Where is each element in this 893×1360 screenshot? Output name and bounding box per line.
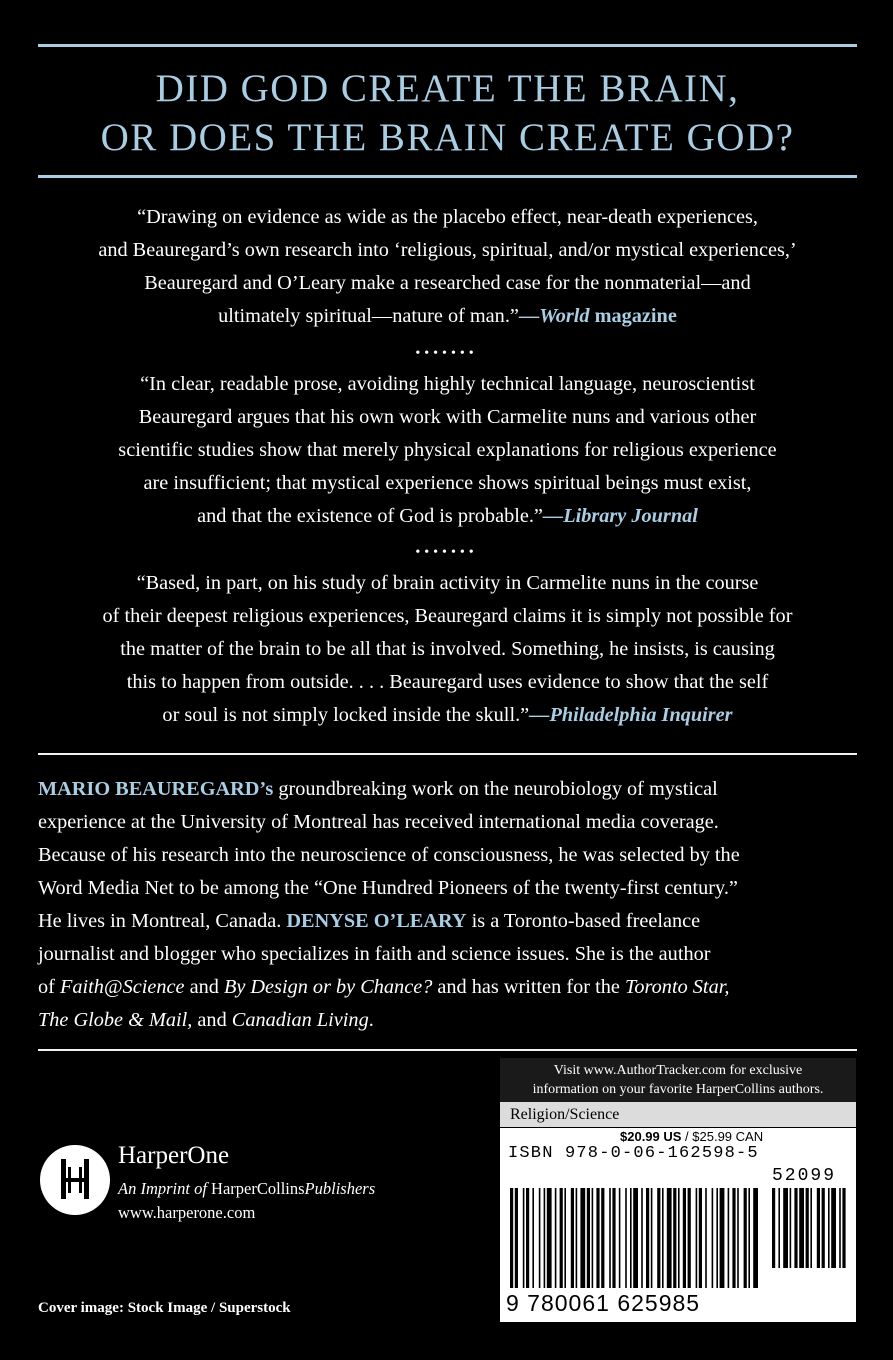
barcode-bar xyxy=(571,1188,574,1288)
bio-line xyxy=(38,1004,857,1037)
barcode-addon-bar xyxy=(799,1188,804,1268)
bio-text: of xyxy=(38,976,60,998)
quote-text: or soul is not simply locked inside the skull.” xyxy=(162,704,530,726)
barcode-bar xyxy=(688,1188,691,1288)
bio-text: is a Toronto-based freelance xyxy=(466,910,701,932)
barcode-addon-bar xyxy=(810,1188,812,1268)
barcode-addon-bar xyxy=(842,1188,845,1268)
price-us: $20.99 US xyxy=(620,1129,682,1144)
quote-line-final xyxy=(38,300,857,333)
barcode-bar xyxy=(633,1188,638,1288)
barcode-bar xyxy=(651,1188,653,1288)
barcode-bar xyxy=(737,1188,739,1288)
barcode-digits: 9 780061 625985 xyxy=(506,1290,701,1316)
barcode-bar xyxy=(539,1188,541,1288)
barcode-addon-bar xyxy=(817,1188,820,1268)
quote-text: and that the existence of God is probable.” xyxy=(197,505,543,527)
cover-credit: Cover image: Stock Image / Superstock xyxy=(38,1300,291,1316)
barcode-bar xyxy=(544,1188,546,1288)
barcode-addon-bar xyxy=(778,1188,780,1268)
barcode-addon-bar xyxy=(839,1188,841,1268)
barcode-bar xyxy=(646,1188,649,1288)
barcode-addon-bar xyxy=(806,1188,809,1268)
price-label xyxy=(620,1129,763,1144)
barcode-bar xyxy=(662,1188,664,1288)
review-quote-world xyxy=(38,201,857,333)
barcode-bar xyxy=(732,1188,735,1288)
barcode-bar xyxy=(699,1188,702,1288)
attribution-text: —Philadelphia Inquirer xyxy=(529,704,733,726)
barcode-addon-bar xyxy=(772,1188,775,1268)
barcode-bar xyxy=(555,1188,557,1288)
attribution-text: —Library Journal xyxy=(542,505,698,527)
bio-text: He lives in Montreal, Canada. xyxy=(38,910,287,932)
bio-top-rule xyxy=(38,753,857,755)
review-quote-library-journal xyxy=(38,368,857,533)
barcode-bar xyxy=(547,1188,552,1288)
barcode-bar xyxy=(630,1188,632,1288)
bio-text: and xyxy=(192,1009,232,1031)
barcode-addon-bar xyxy=(794,1188,797,1268)
quote-line: the matter of the brain to be all that is involved. Something, he insists, is causing xyxy=(120,638,775,660)
quote-line: “Drawing on evidence as wide as the placebo effect, near-death experiences, xyxy=(137,206,758,228)
bio-line xyxy=(38,905,857,938)
barcode-bar xyxy=(596,1188,599,1288)
barcode-bar xyxy=(619,1188,621,1288)
barcode-bar xyxy=(625,1188,627,1288)
bio-text: . xyxy=(368,1009,374,1031)
quote-line: this to happen from outside. . . . Beauregard uses evidence to show that the self xyxy=(126,671,769,693)
author-name-oleary: DENYSE O’LEARY xyxy=(286,910,467,932)
quote-line: of their deepest religious experiences, Beauregard claims it is simply not possible for xyxy=(102,605,793,627)
headline-line-2: OR DOES THE BRAIN CREATE GOD? xyxy=(100,116,795,159)
quote-line: and Beauregard’s own research into ‘religious, spiritual, and/or mystical experiences,’ xyxy=(98,239,797,261)
barcode-bar xyxy=(592,1188,594,1288)
notice-line: information on your favorite HarperCollins authors. xyxy=(532,1082,824,1097)
barcode-bar xyxy=(526,1188,529,1288)
barcode-bar xyxy=(587,1188,590,1288)
barcode-bar xyxy=(748,1188,750,1288)
harperone-logo-icon xyxy=(40,1145,110,1215)
separator-dots: ••••••• xyxy=(415,346,478,361)
barcode-bar xyxy=(716,1188,718,1288)
publisher-name: HarperOne xyxy=(118,1142,230,1169)
quote-line: Beauregard and O’Leary make a researched case for the nonmaterial—and xyxy=(144,272,751,294)
publication-title: Canadian Living xyxy=(231,1009,369,1031)
bio-line: Word Media Net to be among the “One Hundred Pioneers of the twenty-first century.” xyxy=(38,877,738,899)
top-rule xyxy=(38,44,857,47)
barcode-bar xyxy=(532,1188,534,1288)
barcode-bar xyxy=(673,1188,676,1288)
barcode-bar xyxy=(696,1188,698,1288)
bio-line: experience at the University of Montreal has received international media coverage. xyxy=(38,811,719,833)
author-name-beauregard: MARIO BEAUREGARD’s xyxy=(38,778,274,800)
barcode-bar xyxy=(601,1188,604,1288)
category-label: Religion/Science xyxy=(500,1102,856,1128)
barcode-bar xyxy=(744,1188,747,1288)
review-quote-philadelphia-inquirer xyxy=(38,567,857,732)
publication-title: The Globe & Mail, xyxy=(38,1009,193,1031)
barcode-bar xyxy=(641,1188,643,1288)
barcode-bar xyxy=(609,1188,611,1288)
attribution-dash: — xyxy=(518,305,540,327)
barcode-bar xyxy=(560,1188,563,1288)
barcode-bar xyxy=(667,1188,672,1288)
barcode-bar xyxy=(712,1188,714,1288)
barcode-bar xyxy=(657,1188,660,1288)
barcode-bar xyxy=(523,1188,525,1288)
isbn-text: ISBN 978-0-06-162598-5 xyxy=(508,1144,759,1163)
publication-title: Toronto Star, xyxy=(624,976,730,998)
barcode-bar xyxy=(515,1188,518,1288)
attribution-title: World xyxy=(539,305,590,327)
barcode-bar xyxy=(720,1188,725,1288)
bio-line: journalist and blogger who specializes in faith and science issues. She is the author xyxy=(38,943,711,965)
barcode-bar xyxy=(564,1188,566,1288)
imprint-text: An Imprint of xyxy=(118,1179,212,1198)
book-title: By Design or by Chance? xyxy=(223,976,433,998)
headline-rule xyxy=(38,175,857,178)
quote-attribution xyxy=(529,704,732,726)
quote-line-final xyxy=(38,500,857,533)
quote-line: Beauregard argues that his own work with Carmelite nuns and various other xyxy=(138,406,757,428)
separator-dots: ••••••• xyxy=(415,545,478,560)
bio-line xyxy=(38,773,857,806)
quote-line-final xyxy=(38,699,857,732)
headline-line-1: DID GOD CREATE THE BRAIN, xyxy=(155,67,740,110)
notice-line: Visit www.AuthorTracker.com for exclusive xyxy=(553,1063,803,1078)
barcode-addon-bar xyxy=(822,1188,825,1268)
bio-text: groundbreaking work on the neurobiology of mystical xyxy=(273,778,718,800)
attribution-rest: magazine xyxy=(589,305,677,327)
headline xyxy=(38,64,857,162)
barcode-bar xyxy=(678,1188,680,1288)
barcode-panel xyxy=(500,1058,856,1322)
quote-line: “Based, in part, on his study of brain activity in Carmelite nuns in the course xyxy=(136,572,759,594)
barcode-addon-bar xyxy=(790,1188,792,1268)
bio-line xyxy=(38,971,857,1004)
barcode-bar xyxy=(580,1188,585,1288)
bio-text: and has written for the xyxy=(432,976,625,998)
barcode-bar xyxy=(576,1188,578,1288)
publisher-imprint xyxy=(118,1179,375,1199)
quote-line: are insufficient; that mystical experience shows spiritual beings must exist, xyxy=(143,472,752,494)
authortracker-notice xyxy=(500,1058,856,1102)
quote-line: scientific studies show that merely physical explanations for religious experience xyxy=(118,439,777,461)
author-bio xyxy=(38,773,857,1037)
bio-text: and xyxy=(184,976,224,998)
barcode-bar xyxy=(683,1188,686,1288)
barcode-bar xyxy=(705,1188,707,1288)
barcode-addon-number: 52099 xyxy=(772,1166,837,1186)
quote-attribution xyxy=(519,305,677,327)
price-ca: / $25.99 CAN xyxy=(681,1129,764,1144)
quote-line: “In clear, readable prose, avoiding highly technical language, neuroscientist xyxy=(140,373,755,395)
barcode-bar xyxy=(510,1188,513,1288)
imprint-text: Publishers xyxy=(304,1179,376,1198)
barcode-bar xyxy=(612,1188,615,1288)
imprint-text: HarperCollins xyxy=(211,1179,305,1198)
barcode-addon-bar xyxy=(828,1188,830,1268)
publisher-url: www.harperone.com xyxy=(118,1203,256,1222)
barcode-icon xyxy=(510,1188,846,1290)
quote-text: ultimately spiritual—nature of man.” xyxy=(218,305,519,327)
bio-bottom-rule xyxy=(38,1049,857,1051)
barcode-bar xyxy=(753,1188,758,1288)
book-title: Faith@Science xyxy=(59,976,185,998)
barcode-bar xyxy=(728,1188,730,1288)
barcode-addon-bar xyxy=(783,1188,788,1268)
barcode-addon-bar xyxy=(831,1188,836,1268)
quote-attribution xyxy=(543,505,698,527)
bio-line: Because of his research into the neuroscience of consciousness, he was selected by the xyxy=(38,844,740,866)
